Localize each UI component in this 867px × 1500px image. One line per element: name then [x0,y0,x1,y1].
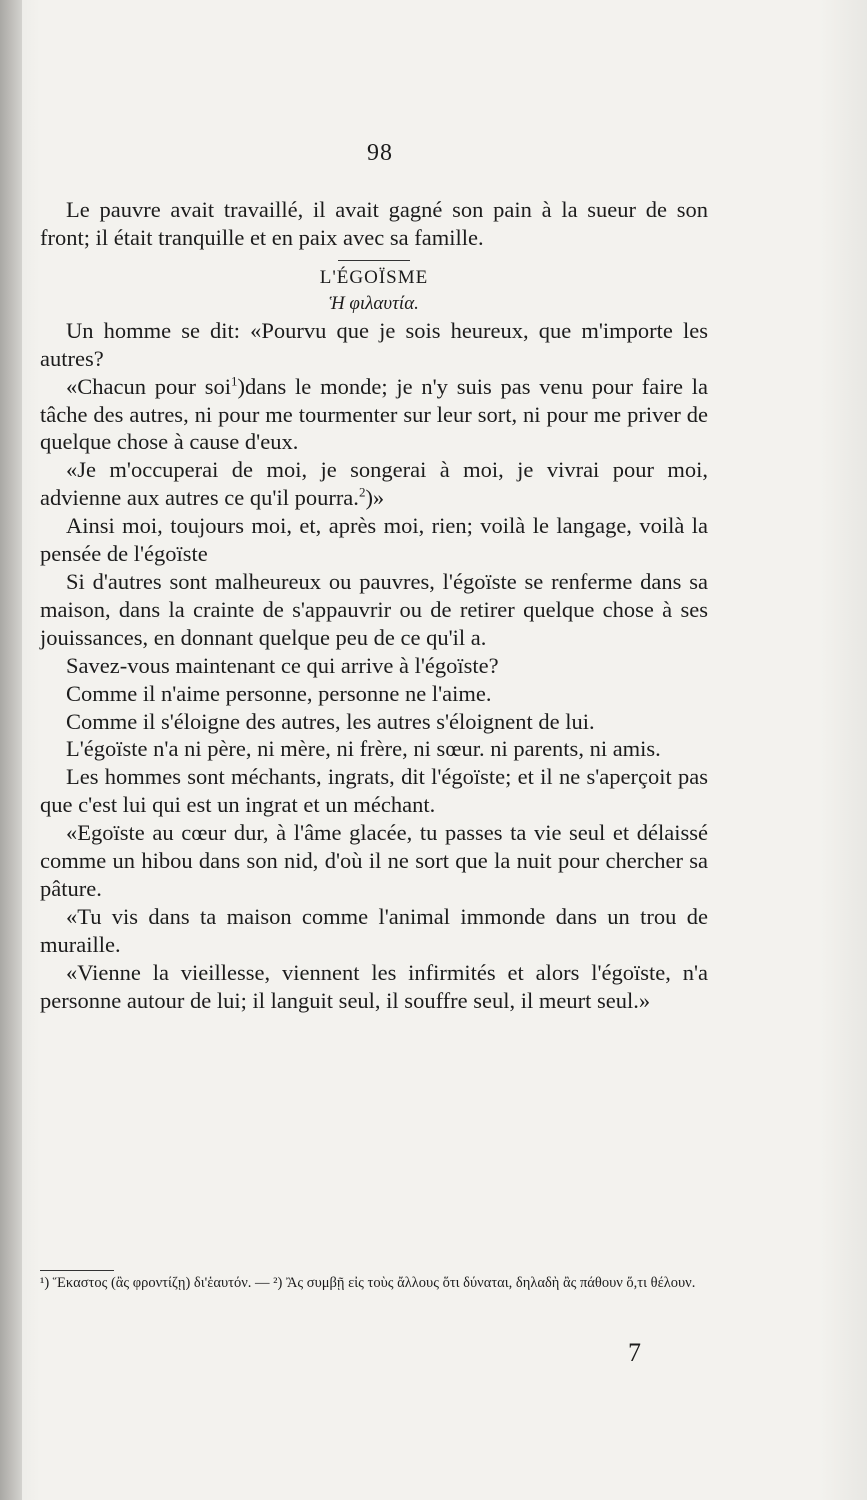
paragraph: Les hommes sont méchants, ingrats, dit l'égoïste; et il ne s'aperçoit pas que c'est lui qui est un ingrat et un méchant. [40,764,708,818]
section-greek-title: Ἡ φιλαυτία. [329,292,419,314]
paragraph: «Chacun pour soi$^1$)dans le monde; je n'y suis pas venu pour faire la tâche des autres, ni pour me tourmenter sur leur sort, ni pour me priver de quelque chose à cause d'eux. [40,373,709,455]
paragraph-before: Le pauvre avait travaillé, il avait gagné son pain à la sueur de son front; il était tranquille et en paix avec sa famille. [40,197,708,250]
page-number: 98 [367,140,393,166]
paragraph: Savez-vous maintenant ce qui arrive à l'égoïste? [66,652,499,678]
body-text [40,196,708,1014]
paragraph: Comme il n'aime personne, personne ne l'aime. [66,680,492,706]
paragraph: «Tu vis dans ta maison comme l'animal immonde dans un trou de muraille. [40,903,708,957]
paragraph: L'égoïste n'a ni père, ni mère, ni frère, ni sœur. ni parents, ni amis. [66,736,661,762]
paragraph: «Vienne la vieillesse, viennent les infirmités et alors l'égoïste, n'a personne autour de lui; il languit seul, il souffre seul, il meurt seul.» [40,959,708,1013]
book-spine-shadow [0,0,22,1500]
paragraph: Un homme se dit: «Pourvu que je sois heureux, que m'importe les autres? [40,317,708,371]
paragraph: Si d'autres sont malheureux ou pauvres, l'égoïste se renferme dans sa maison, dans la crainte de s'appauvrir ou de retirer quelque chose à ses jouissances, en donnant quelque peu de ce qu'il a. [40,568,708,650]
footnote-ref: 2 [358,484,366,500]
footnote-divider [40,1270,114,1271]
signature-mark: 7 [628,1338,641,1367]
paragraph: «Je m'occuperai de moi, je songerai à moi, je vivrai pour moi, advienne aux autres ce qu'il pourra.$^2$)» [40,457,708,511]
section-title: L'ÉGOÏSME [319,266,429,288]
paragraph: «Egoïste au cœur dur, à l'âme glacée, tu passes ta vie seul et délaissé comme un hibou dans son nid, d'où il ne sort que la nuit pour chercher sa pâture. [40,820,708,901]
paragraph: Comme il s'éloigne des autres, les autres s'éloignent de lui. [66,708,595,734]
paragraph: Ainsi moi, toujours moi, et, après moi, rien; voilà le langage, voilà la pensée de l'égoïste [40,513,708,567]
section-divider [338,260,410,261]
footnotes: ¹) Ἕκαστος (ἂς φροντίζῃ) δι'ἑαυτόν. — ²) Ἂς συμβῇ εἰς τοὺς ἄλλους ὅτι δύναται, δηλαδὴ ἂς πάθουν ὅ,τι θέλουν. [40,1275,696,1291]
footnote-ref: 1 [231,373,238,389]
